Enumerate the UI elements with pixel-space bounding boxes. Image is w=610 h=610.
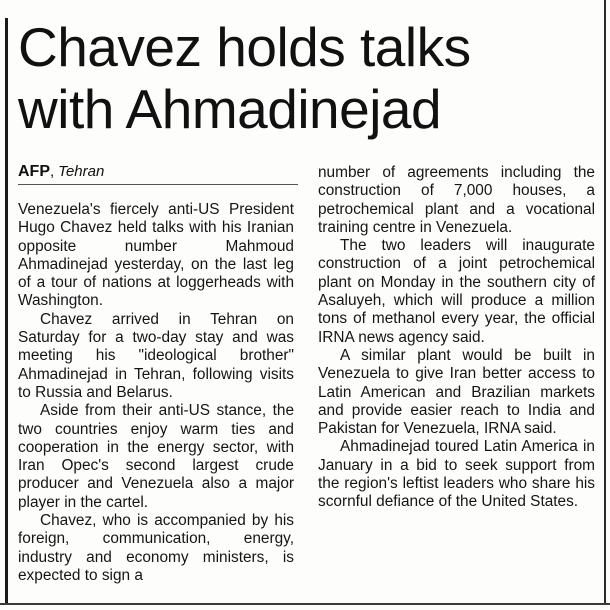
headline-line-2: with Ahmadinejad	[18, 78, 442, 140]
right-paragraph-4: Ahmadinejad toured Latin America in January in a bid to seek support from the region's leftist leaders who share his scornful defiance of the United States.	[318, 438, 595, 511]
byline-agency: AFP	[18, 163, 50, 180]
byline	[18, 160, 298, 185]
headline	[18, 16, 598, 140]
left-paragraph-4: Chavez, who is accompanied by his foreign, communication, energy, industry and economy ministers, is expected to sign a	[18, 512, 294, 584]
byline-place: Tehran	[58, 163, 105, 180]
right-paragraph-3: A similar plant would be built in Venezuela to give Iran better access to Latin American and Brazilian markets and provide easier reach to India and Pakistan for Venezuela, IRNA said.	[318, 346, 595, 438]
left-paragraph-1: Venezuela's fiercely anti-US President Hugo Chavez held talks with his Iranian opposite number Mahmoud Ahmadinejad yesterday, on the last leg of a tour of nations at loggerheads with Washington.	[18, 201, 294, 310]
headline-line-1: Chavez holds talks	[18, 16, 471, 78]
right-paragraph-2: The two leaders will inaugurate construction of a joint petrochemical plant on Monday in the southern city of Asaluyeh, which will produce a million tons of methanol every year, the official IRNA news agency said.	[318, 237, 595, 346]
article-column-left	[18, 201, 294, 585]
left-paragraph-3: Aside from their anti-US stance, the two countries enjoy warm ties and cooperation in the energy sector, with Iran Opec's second largest crude producer and Venezuela also a major player in the cartel.	[18, 402, 294, 511]
right-edge-rule	[604, 0, 606, 604]
byline-separator: ,	[50, 163, 55, 180]
left-paragraph-2: Chavez arrived in Tehran on Saturday for a two-day stay and was meeting his "ideological brother" Ahmadinejad in Tehran, following visits to Russia and Belarus.	[18, 310, 294, 401]
left-column-rule	[5, 18, 8, 604]
article-column-right	[318, 164, 595, 512]
bottom-edge-rule	[0, 603, 610, 605]
right-paragraph-1: number of agreements including the construction of 7,000 houses, a petrochemical plant and a vocational training centre in Venezuela.	[318, 164, 595, 236]
